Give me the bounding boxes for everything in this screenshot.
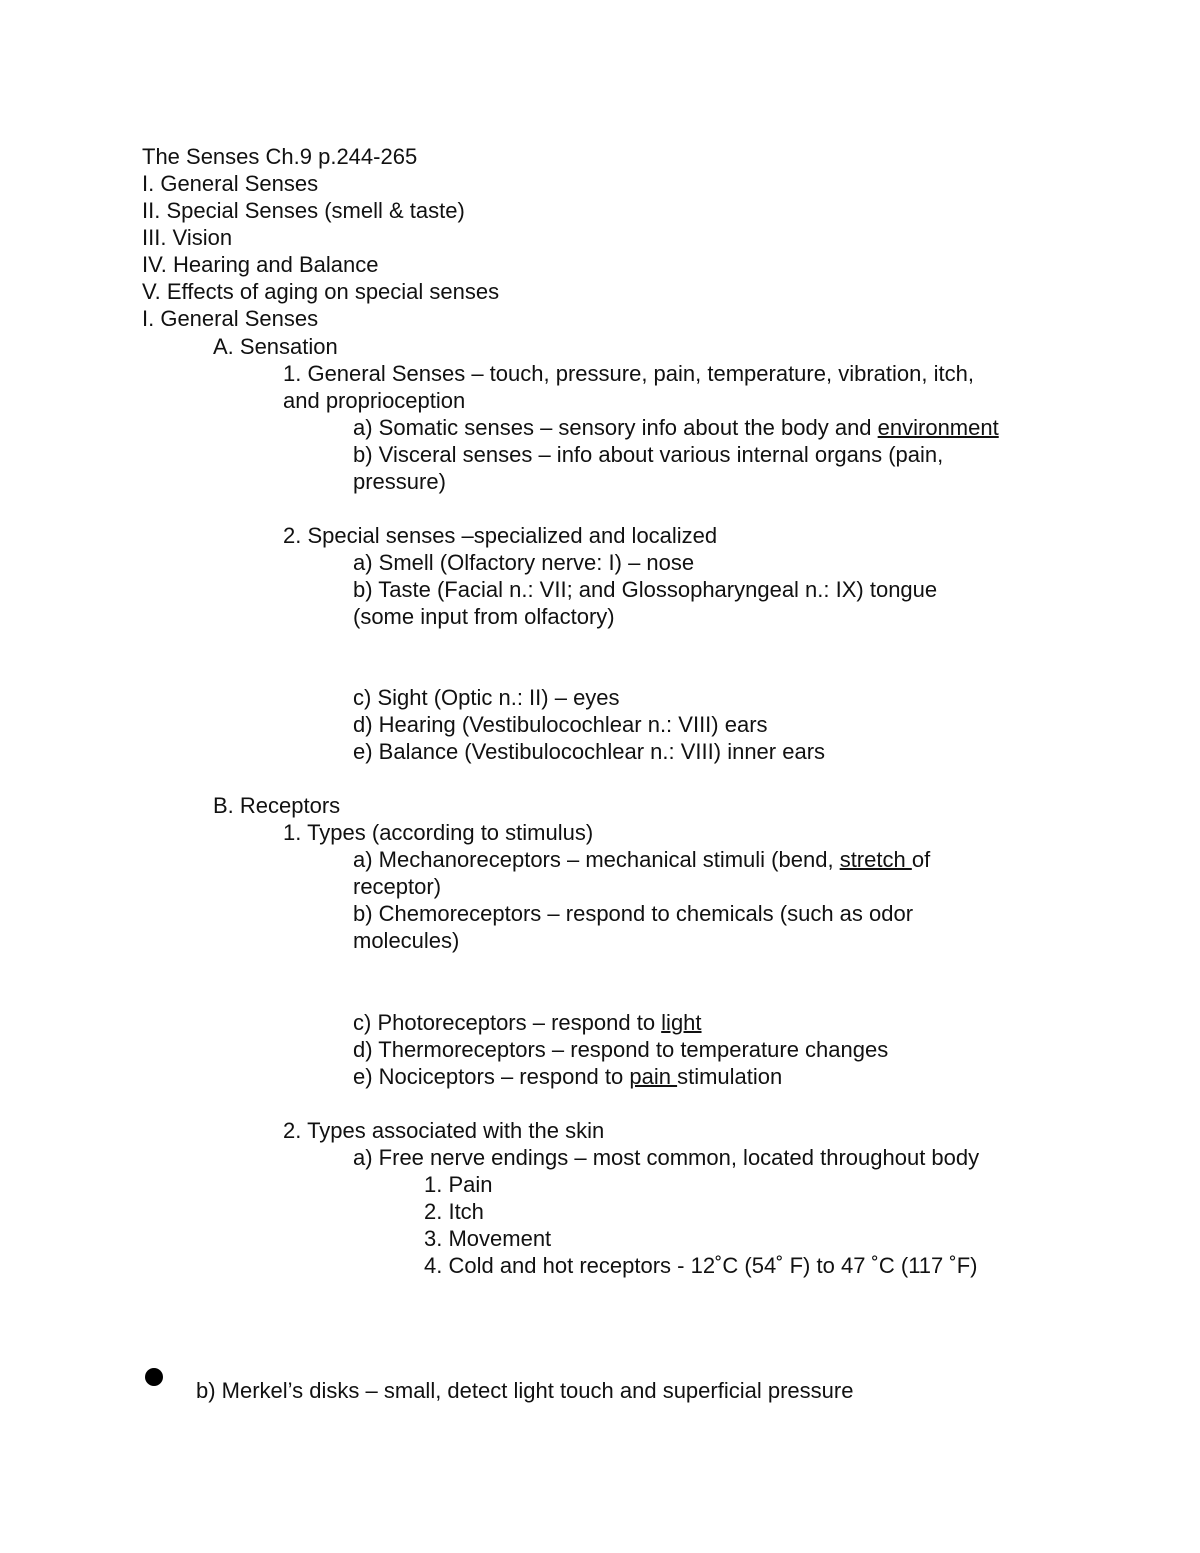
list-item bbox=[353, 846, 930, 873]
list-item: 3. Movement bbox=[424, 1226, 552, 1251]
list-item: b) Merkel’s disks – small, detect light touch and superficial pressure bbox=[196, 1378, 854, 1403]
list-item: 2. Special senses –specialized and localized bbox=[283, 523, 718, 548]
text-run: stimulation bbox=[677, 1064, 783, 1089]
list-item: b) Visceral senses – info about various internal organs (pain, bbox=[353, 442, 944, 467]
list-item-continued: and proprioception bbox=[283, 388, 466, 413]
list-item: a) Free nerve endings – most common, located throughout body bbox=[353, 1145, 980, 1170]
list-item-continued: pressure) bbox=[353, 469, 446, 494]
list-item: a) Smell (Olfactory nerve: I) – nose bbox=[353, 550, 695, 575]
subsection-a-heading: A. Sensation bbox=[213, 334, 338, 359]
list-item bbox=[353, 414, 999, 441]
list-item: d) Hearing (Vestibulocochlear n.: VIII) ears bbox=[353, 712, 768, 737]
list-item bbox=[353, 1009, 702, 1036]
list-item: b) Taste (Facial n.: VII; and Glossopharyngeal n.: IX) tongue bbox=[353, 577, 938, 602]
underlined-text: pain bbox=[629, 1064, 678, 1089]
list-item: 2. Types associated with the skin bbox=[283, 1118, 605, 1143]
list-item-continued: receptor) bbox=[353, 874, 442, 899]
outline-item-3: III. Vision bbox=[142, 225, 233, 250]
list-item: b) Chemoreceptors – respond to chemicals (such as odor bbox=[353, 901, 914, 926]
text-run: a) Somatic senses – sensory info about the body and bbox=[353, 415, 878, 440]
underlined-text: light bbox=[661, 1010, 702, 1035]
list-item-continued: (some input from olfactory) bbox=[353, 604, 615, 629]
outline-item-1: I. General Senses bbox=[142, 171, 319, 196]
list-item: 4. Cold and hot receptors - 12˚C (54˚ F) to 47 ˚C (117 ˚F) bbox=[424, 1253, 978, 1278]
list-item: 1. General Senses – touch, pressure, pain, temperature, vibration, itch, bbox=[283, 361, 974, 386]
outline-item-2: II. Special Senses (smell & taste) bbox=[142, 198, 465, 223]
outline-item-4: IV. Hearing and Balance bbox=[142, 252, 379, 277]
underlined-text: stretch bbox=[839, 847, 912, 872]
list-item: d) Thermoreceptors – respond to temperature changes bbox=[353, 1037, 889, 1062]
list-item: 2. Itch bbox=[424, 1199, 484, 1224]
list-item bbox=[353, 1063, 782, 1090]
list-item: e) Balance (Vestibulocochlear n.: VIII) inner ears bbox=[353, 739, 826, 764]
text-run: e) Nociceptors – respond to bbox=[353, 1064, 630, 1089]
bullet-icon bbox=[145, 1368, 163, 1386]
list-item: 1. Types (according to stimulus) bbox=[283, 820, 594, 845]
subsection-b-heading: B. Receptors bbox=[213, 793, 341, 818]
list-item: 1. Pain bbox=[424, 1172, 493, 1197]
text-run: of bbox=[911, 847, 931, 872]
section-heading: I. General Senses bbox=[142, 306, 319, 331]
list-item: c) Sight (Optic n.: II) – eyes bbox=[353, 685, 620, 710]
underlined-text: environment bbox=[877, 415, 999, 440]
list-item-continued: molecules) bbox=[353, 928, 460, 953]
document-title: The Senses Ch.9 p.244-265 bbox=[142, 144, 418, 169]
text-run: c) Photoreceptors – respond to bbox=[353, 1010, 662, 1035]
text-run: a) Mechanoreceptors – mechanical stimuli (bend, bbox=[353, 847, 840, 872]
outline-item-5: V. Effects of aging on special senses bbox=[142, 279, 500, 304]
